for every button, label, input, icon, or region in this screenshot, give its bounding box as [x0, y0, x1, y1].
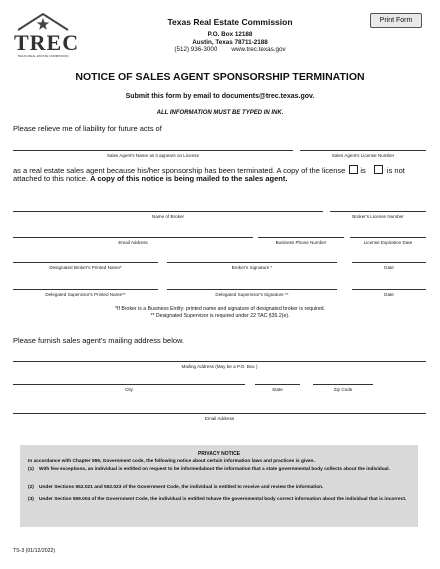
typed-instruction: ALL INFORMATION MUST BE TYPED IN INK.	[156, 110, 284, 116]
house-roof-icon	[12, 12, 74, 32]
furnish-text: Please furnish sales agent's mailing address below.	[13, 336, 185, 345]
agent-name-field[interactable]	[13, 150, 293, 151]
privacy-intro: In accordance with Chapter 559, Government code, the following notice about certain information laws and practices is given.	[28, 459, 315, 464]
privacy-item-text: Under Section 559.004 of the Government Code, the individual is entitled tohave the governmental body correct information about the individual that is incorrect.	[39, 497, 407, 502]
org-phone-web: (512) 936-3000 www.trec.texas.gov	[174, 46, 286, 53]
license-exp-field[interactable]	[350, 237, 426, 238]
broker-signature-field[interactable]	[167, 262, 337, 263]
is-checkbox[interactable]	[349, 165, 358, 174]
org-city: Austin, Texas 78711-2188	[192, 39, 268, 46]
is-not-label: is not	[386, 166, 405, 175]
privacy-title: PRIVACY NOTICE	[197, 451, 241, 457]
broker-signature-caption: Broker's Signature *	[231, 265, 273, 270]
designated-broker-caption: Designated Broker's Printed Name*	[49, 265, 122, 270]
business-phone-caption: Business Phone Number	[275, 240, 327, 245]
date2-caption: Date	[384, 292, 394, 297]
sponsorship-line2	[13, 174, 287, 183]
privacy-notice	[20, 445, 418, 527]
business-phone-field[interactable]	[258, 237, 344, 238]
footnote-supervisor: ** Designated Supervisor is required under 22 TAC §35.2(e).	[150, 313, 290, 319]
privacy-item-number: (3)	[28, 497, 34, 502]
date1-caption: Date	[384, 265, 394, 270]
zip-caption: Zip Code	[333, 387, 353, 392]
mailing-address-field[interactable]	[13, 361, 426, 362]
delegated-supervisor-name-field[interactable]	[13, 289, 158, 290]
broker-license-field[interactable]	[330, 211, 426, 212]
page-title: NOTICE OF SALES AGENT SPONSORSHIP TERMINATION	[75, 71, 365, 83]
mailing-address-caption: Mailing Address (May be a P.O. Box )	[181, 364, 258, 369]
privacy-item	[28, 467, 413, 473]
state-field[interactable]	[255, 384, 300, 385]
date2-field[interactable]	[352, 289, 426, 290]
delegated-supervisor-signature-field[interactable]	[167, 289, 337, 290]
date1-field[interactable]	[352, 262, 426, 263]
city-caption: City	[125, 387, 133, 392]
print-form-button[interactable]: Print Form	[370, 13, 422, 28]
org-box: P.O. Box 12188	[207, 31, 253, 38]
email-caption: Email Address	[118, 240, 148, 245]
is-label: is	[360, 166, 366, 175]
license-exp-caption: License Expiration Date	[363, 240, 413, 245]
privacy-item-text: Under Sections 552.021 and 552.023 of the Government Code, the individual is entitled to receive and review the information.	[39, 485, 324, 490]
mailed-notice-text: A copy of this notice is being mailed to the sales agent.	[90, 174, 288, 183]
broker-name-field[interactable]	[13, 211, 323, 212]
email-field[interactable]	[13, 237, 253, 238]
footnote-business-entity: *If Broker is a Business Entity: printed name and signature of designated broker is required.	[115, 306, 325, 312]
is-not-checkbox[interactable]	[374, 165, 383, 174]
relieve-text: Please relieve me of liability for future acts of	[13, 124, 162, 133]
city-field[interactable]	[13, 384, 245, 385]
privacy-item	[28, 497, 413, 503]
attached-text: attached to this notice.	[13, 174, 91, 183]
broker-name-caption: Name of Broker	[151, 214, 185, 219]
trec-logo	[12, 12, 80, 62]
submit-instruction: Submit this form by email to documents@trec.texas.gov.	[125, 93, 315, 100]
org-name: Texas Real Estate Commission	[167, 17, 293, 27]
delegated-supervisor-caption: Delegated Supervisor's Printed Name**	[45, 292, 126, 297]
email2-field[interactable]	[13, 413, 426, 414]
designated-broker-name-field[interactable]	[13, 262, 158, 263]
privacy-item	[28, 485, 413, 491]
privacy-item-number: (2)	[28, 485, 34, 490]
agent-license-field[interactable]	[300, 150, 426, 151]
privacy-item-number: (1)	[28, 467, 34, 472]
form-id: TS-3 (01/12/2022)	[13, 548, 56, 554]
logo-text: TREC	[14, 30, 80, 55]
logo-tagline: TEXAS REAL ESTATE COMMISSION	[17, 54, 69, 58]
email2-caption: Email Address	[204, 416, 235, 421]
delegated-signature-caption: Delegated Supervisor's Signature **	[215, 292, 289, 297]
state-caption: State	[272, 387, 283, 392]
agent-license-caption: Sales Agent's License Number	[331, 153, 395, 158]
broker-license-caption: Broker's License Number	[352, 214, 404, 219]
sponsorship-text: as a real estate sales agent because his/her sponsorship has been terminated. A copy of the license	[13, 166, 346, 175]
zip-field[interactable]	[313, 384, 373, 385]
privacy-item-text: With few exceptions, an individual is entitled on request to be informedabout the information that a state governmental body collects about the individual.	[39, 467, 390, 472]
agent-name-caption: Sales Agent's Name as it appears on License	[106, 153, 200, 158]
